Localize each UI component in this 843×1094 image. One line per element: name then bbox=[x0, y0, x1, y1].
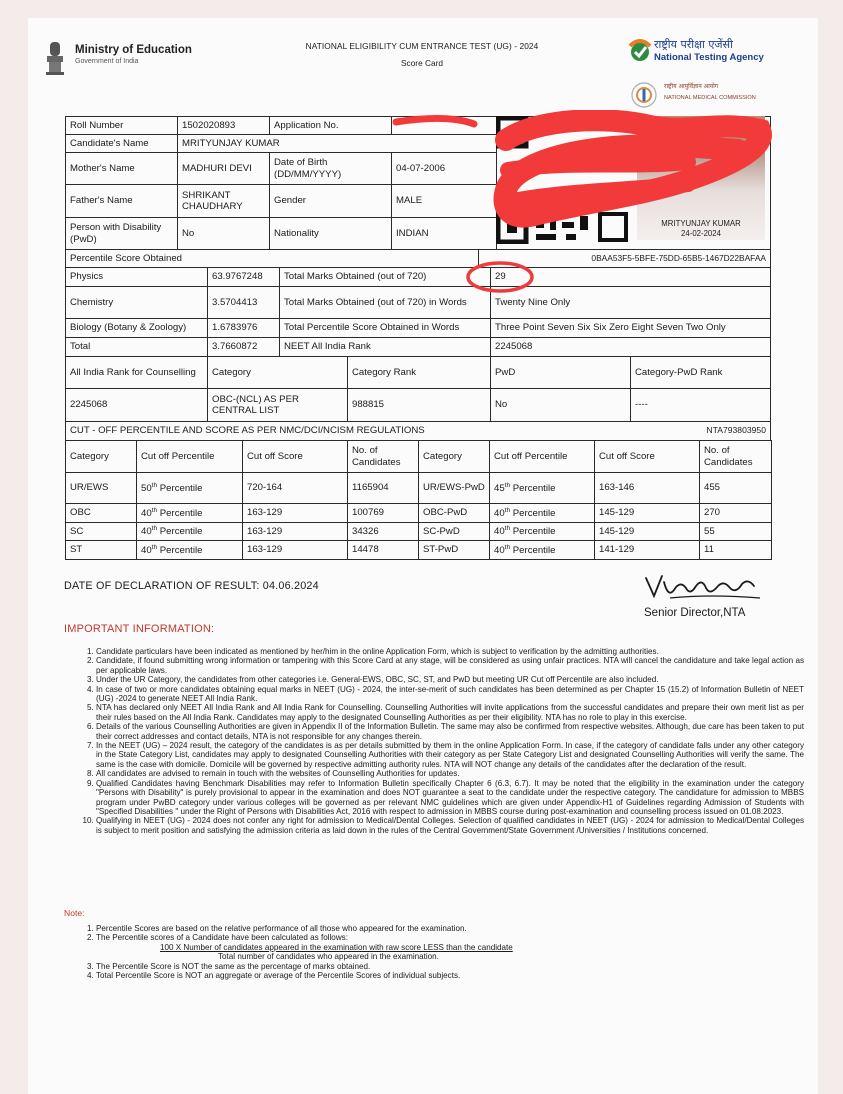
info-item-1: 1. Candidate particulars have been indicated as mentioned by her/him in the online Application Form, which is subject to verification by the admitting authorities. bbox=[96, 647, 804, 656]
percentile-header: Percentile Score Obtained bbox=[65, 249, 479, 268]
percentile-total: 3.7660872 bbox=[207, 337, 280, 357]
gender-label: Gender bbox=[269, 184, 392, 218]
cutoff-pwd-percentile bbox=[489, 503, 595, 523]
dob-value: 04-07-2006 bbox=[391, 152, 497, 185]
rank-pwd-value: No bbox=[490, 388, 631, 422]
marks-in-words-label: Total Marks Obtained (out of 720) in Words bbox=[279, 286, 491, 319]
pwd-value: No bbox=[177, 217, 270, 250]
note-item-1: 1. Percentile Scores are based on the relative performance of all those who appeared for the examination. bbox=[96, 924, 804, 933]
exam-title: NATIONAL ELIGIBILITY CUM ENTRANCE TEST (UG) - 2024 bbox=[305, 41, 539, 51]
ministry-subtitle: Government of India bbox=[75, 58, 139, 65]
important-info-heading: IMPORTANT INFORMATION: bbox=[64, 623, 215, 635]
rank-header-pwd: PwD bbox=[490, 356, 631, 389]
air-label: NEET All India Rank bbox=[279, 337, 491, 357]
nmc-hindi-name: राष्ट्रीय आयुर्विज्ञान आयोग bbox=[664, 83, 719, 90]
cutoff-pwd-candidates: 455 bbox=[699, 472, 772, 504]
nta-name: National Testing Agency bbox=[654, 52, 764, 63]
nta-hindi-name: राष्ट्रीय परीक्षा एजेंसी bbox=[654, 38, 733, 51]
photo-caption-name: MRITYUNJAY KUMAR bbox=[661, 219, 741, 228]
note-item-2 bbox=[96, 933, 804, 961]
cutoff-header-8: No. of Candidates bbox=[699, 440, 772, 473]
info-item-8: 8. All candidates are advised to remain in touch with the websites of Counselling Authorities for updates. bbox=[96, 769, 804, 778]
rank-header-category: Category bbox=[207, 356, 348, 389]
info-item-3: 3. Under the UR Category, the candidates from other categories i.e. General-EWS, OBC, SC, ST, and PwD but meeting UR Cut off Percentile are also included. bbox=[96, 675, 804, 684]
rank-header-category-rank: Category Rank bbox=[347, 356, 491, 389]
info-item-2: 2. Candidate, if found submitting wrong information or tampering with this Score Card at any stage, will be considered as using unfair practices. NTA will cancel the candidature and take legal action as per applicable laws. bbox=[96, 656, 804, 675]
cutoff-pwd-category: OBC-PwD bbox=[418, 503, 490, 523]
total-marks-label: Total Marks Obtained (out of 720) bbox=[279, 267, 491, 287]
total-marks-value: 29 bbox=[490, 267, 771, 287]
cutoff-pwd-percentile-text: 40th Percentile bbox=[494, 525, 556, 538]
nationality-value: INDIAN bbox=[391, 217, 497, 250]
mother-name-value: MADHURI DEVI bbox=[177, 152, 270, 185]
cutoff-header-4: No. of Candidates bbox=[347, 440, 419, 473]
rank-air-value: 2245068 bbox=[65, 388, 208, 422]
formula-denominator: Total number of candidates who appeared in the examination. bbox=[218, 952, 439, 962]
dob-label: Date of Birth (DD/MM/YYYY) bbox=[269, 152, 392, 185]
cutoff-percentile-text: 40th Percentile bbox=[141, 543, 203, 557]
cutoff-percentile bbox=[136, 540, 243, 560]
subject-total: Total bbox=[65, 337, 208, 357]
cutoff-pwd-score: 141-129 bbox=[594, 540, 700, 560]
note-heading: Note: bbox=[64, 908, 85, 918]
cutoff-pwd-candidates: 270 bbox=[699, 503, 772, 523]
percentile-chemistry: 3.5704413 bbox=[207, 286, 280, 319]
info-item-9: 9. Qualified Candidates having Benchmark Disabilities may refer to Information Bulletin specifically Chapter 6 (6.3, 6.7). It may be noted that the eligibility in the examination under the category "Persons with Disability" is purely provisional to appear in the examination and does NOT guarantee a seat to the candidate under the respective category. The candidature for admission to MBBS program under PwBD category under various colleges will be governed as per relevant NMC guidelines which are given under Appendix-H1 of Guidelines regarding Admission of Students with "Specified Disabilities " under the Right of Persons with Disabilities Act, 2016 with respect to admission in MBBS course during post-examination and counselling process issued on 01.08.2023. bbox=[96, 779, 804, 817]
cutoff-header-5: Category bbox=[418, 440, 490, 473]
cutoff-percentile-text: 40th Percentile bbox=[141, 506, 203, 520]
cutoff-percentile-text: 50th Percentile bbox=[141, 481, 203, 495]
document-title: Score Card bbox=[401, 58, 443, 68]
cutoff-category: OBC bbox=[65, 503, 137, 523]
cutoff-title: CUT - OFF PERCENTILE AND SCORE AS PER NMC/DCI/NCISM REGULATIONS bbox=[65, 421, 771, 441]
cutoff-pwd-percentile bbox=[489, 472, 595, 504]
candidate-name-label: Candidate's Name bbox=[65, 134, 178, 153]
subject-chemistry: Chemistry bbox=[65, 286, 208, 319]
ministry-name: Ministry of Education bbox=[75, 44, 192, 56]
verification-code: 0BAA53F5-5BFE-75DD-65B5-1467D22BAFAA bbox=[478, 249, 771, 268]
marks-in-words-value: Twenty Nine Only bbox=[490, 286, 771, 319]
cutoff-category: SC bbox=[65, 522, 137, 541]
redaction-scribble bbox=[388, 110, 778, 246]
cutoff-header-3: Cut off Score bbox=[242, 440, 348, 473]
cutoff-candidates: 1165904 bbox=[347, 472, 419, 504]
cutoff-percentile bbox=[136, 472, 243, 504]
cutoff-header-2: Cut off Percentile bbox=[136, 440, 243, 473]
cutoff-percentile bbox=[136, 522, 243, 541]
percentile-in-words-value: Three Point Seven Six Six Zero Eight Seven Two Only bbox=[490, 318, 771, 338]
cutoff-pwd-percentile bbox=[489, 522, 595, 541]
nmc-name: NATIONAL MEDICAL COMMISSION bbox=[664, 95, 756, 101]
note-list bbox=[64, 924, 804, 980]
info-item-6: 6. Details of the various Counselling Authorities are given in Appendix II of the Information Bulletin. The same may also be confirmed from respective websites. Although, due care has been taken to put their correct addresses and contact details, NTA is not responsible for any changes therein. bbox=[96, 722, 804, 741]
rank-category-value: OBC-(NCL) AS PER CENTRAL LIST bbox=[207, 388, 348, 422]
gender-value: MALE bbox=[391, 184, 497, 218]
national-emblem-icon bbox=[44, 40, 66, 80]
cutoff-score: 720-164 bbox=[242, 472, 348, 504]
cutoff-category: UR/EWS bbox=[65, 472, 137, 504]
subject-physics: Physics bbox=[65, 267, 208, 287]
rank-category-pwd-value: ---- bbox=[630, 388, 771, 422]
cutoff-category: ST bbox=[65, 540, 137, 560]
roll-number-label: Roll Number bbox=[65, 116, 178, 135]
cutoff-pwd-score: 163-146 bbox=[594, 472, 700, 504]
declaration-date: DATE OF DECLARATION OF RESULT: 04.06.2024 bbox=[64, 580, 319, 592]
info-item-4: 4. In case of two or more candidates obtaining equal marks in NEET (UG) - 2024, the inter-se-merit of such candidates has been determined as per Chapter 15 (15.2) of Information Bulletin of NEET (UG) -2024 to generate NEET All India Rank. bbox=[96, 685, 804, 704]
cutoff-pwd-category: UR/EWS-PwD bbox=[418, 472, 490, 504]
rank-header-air: All India Rank for Counselling bbox=[65, 356, 208, 389]
rank-category-rank-value: 988815 bbox=[347, 388, 491, 422]
cutoff-pwd-percentile bbox=[489, 540, 595, 560]
photo-caption-date: 24-02-2024 bbox=[681, 229, 721, 238]
nationality-label: Nationality bbox=[269, 217, 392, 250]
cutoff-pwd-category: ST-PwD bbox=[418, 540, 490, 560]
cutoff-header-7: Cut off Score bbox=[594, 440, 700, 473]
cutoff-score: 163-129 bbox=[242, 540, 348, 560]
cutoff-code: NTA793803950 bbox=[706, 425, 766, 435]
application-number-label: Application No. bbox=[269, 116, 392, 135]
cutoff-pwd-score: 145-129 bbox=[594, 522, 700, 541]
note-item-3: 3. The Percentile Score is NOT the same as the percentage of marks obtained. bbox=[96, 962, 804, 971]
roll-number-value: 1502020893 bbox=[177, 116, 270, 135]
father-name-value: SHRIKANT CHAUDHARY bbox=[177, 184, 270, 218]
father-name-label: Father's Name bbox=[65, 184, 178, 218]
signature-title: Senior Director,NTA bbox=[644, 607, 746, 619]
cutoff-candidates: 34326 bbox=[347, 522, 419, 541]
marks-circle-annotation bbox=[462, 258, 542, 296]
cutoff-pwd-percentile-text: 40th Percentile bbox=[494, 506, 556, 520]
cutoff-candidates: 14478 bbox=[347, 540, 419, 560]
cutoff-pwd-percentile-text: 40th Percentile bbox=[494, 543, 556, 557]
cutoff-pwd-percentile-text: 45th Percentile bbox=[494, 481, 556, 495]
subject-biology: Biology (Botany & Zoology) bbox=[65, 318, 208, 338]
cutoff-percentile-text: 40th Percentile bbox=[141, 525, 203, 538]
cutoff-pwd-candidates: 11 bbox=[699, 540, 772, 560]
cutoff-percentile bbox=[136, 503, 243, 523]
pwd-label: Person with Disability (PwD) bbox=[65, 217, 178, 250]
important-info-list bbox=[64, 647, 804, 835]
cutoff-pwd-category: SC-PwD bbox=[418, 522, 490, 541]
percentile-physics: 63.9767248 bbox=[207, 267, 280, 287]
note-item-2-text: The Percentile scores of a Candidate have been calculated as follows: bbox=[96, 933, 348, 943]
air-value: 2245068 bbox=[490, 337, 771, 357]
cutoff-header-1: Category bbox=[65, 440, 137, 473]
cutoff-score: 163-129 bbox=[242, 503, 348, 523]
info-item-10: 10. Qualifying in NEET (UG) - 2024 does not confer any right for admission to Medical/Dental Colleges. Selection of qualified candidates in NEET (UG) - 2024 for admission to Medical/Dental Colleges is subject to merit position and satisfying the admission criteria as laid down in the rules of the Central Government/State Government /Universities / Institutions concerned. bbox=[96, 816, 804, 835]
nta-logo-icon bbox=[626, 36, 654, 64]
rank-header-category-pwd-rank: Category-PwD Rank bbox=[630, 356, 771, 389]
cutoff-pwd-candidates: 55 bbox=[699, 522, 772, 541]
note-item-4: 4. Total Percentile Score is NOT an aggregate or average of the Percentile Scores of individual subjects. bbox=[96, 971, 804, 980]
formula-numerator: 100 X Number of candidates appeared in the examination with raw score LESS than the candidate bbox=[160, 942, 513, 952]
cutoff-header-6: Cut off Percentile bbox=[489, 440, 595, 473]
percentile-in-words-label: Total Percentile Score Obtained in Words bbox=[279, 318, 491, 338]
percentile-biology: 1.6783976 bbox=[207, 318, 280, 338]
info-item-7: 7. In the NEET (UG) – 2024 result, the category of the candidates is as per details submitted by them in the online Application Form. In case, if the category of candidate falls under any other category in the State Category List, candidates may apply to designated Counselling Authorities with their category as per State Category List and designated Counselling Authorities will verify the same. The same is the case with domicile. Domicile will be governed by respective admitting authority rules. NTA will NOT change any details of the candidates after the declaration of the result. bbox=[96, 741, 804, 769]
director-signature bbox=[640, 572, 780, 606]
mother-name-label: Mother's Name bbox=[65, 152, 178, 185]
candidate-name-value: MRITYUNJAY KUMAR bbox=[177, 134, 497, 153]
cutoff-candidates: 100769 bbox=[347, 503, 419, 523]
cutoff-score: 163-129 bbox=[242, 522, 348, 541]
cutoff-pwd-score: 145-129 bbox=[594, 503, 700, 523]
info-item-5: 5. NTA has declared only NEET All India Rank and All India Rank for Counselling. Counselling Authorities will invite applications from the successful candidates and prepare their own merit list as per their rules based on the All India Rank. Candidates may apply to the designated Counselling Authorities as per their eligibility. NTA has no role to play in this exercise. bbox=[96, 703, 804, 722]
nmc-logo-icon bbox=[630, 81, 658, 109]
